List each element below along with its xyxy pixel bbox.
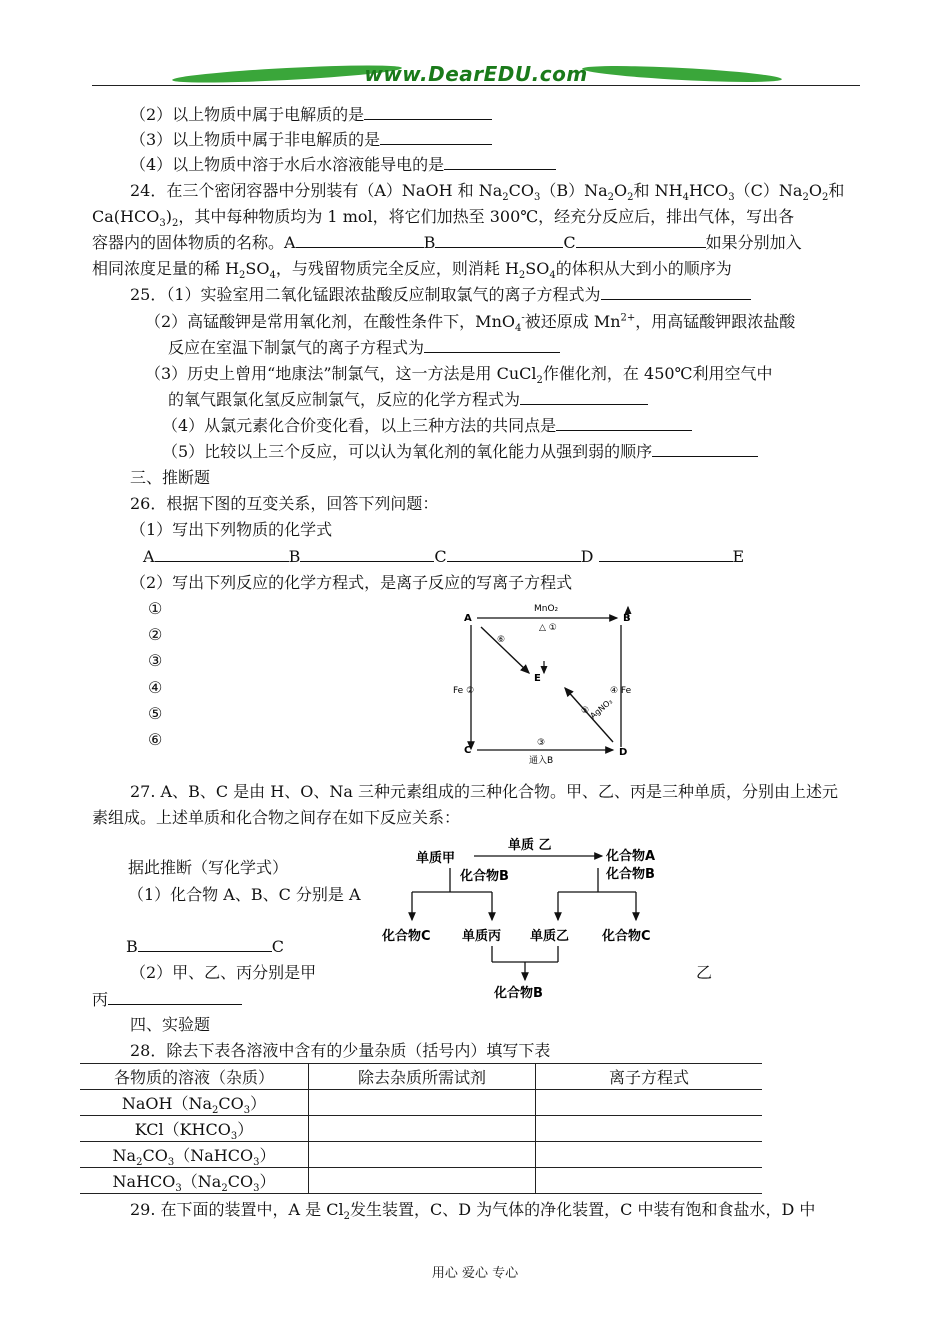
q25-line2: （2）高锰酸钾是常用氧化剂，在酸性条件下，MnO$_4$-被还原成 $Mn^{2+}$，用高锰酸钾跟浓盐酸 <box>145 312 796 335</box>
q25-line6: （4）从氯元素化合价变化看，以上三种方法的共同点是 <box>162 414 692 438</box>
q23-line4: （4）以上物质中溶于水后水溶液能导电的是 <box>130 153 556 177</box>
node-yi-top: 单质 乙 <box>508 838 552 853</box>
node-E: E <box>534 673 541 684</box>
q26-title: 26．根据下图的互变关系，回答下列问题： <box>130 494 439 513</box>
q25-line4: （3）历史上曾用“地康法”制氯气，这一方法是用 CuCl$_2$作催化剂，在 450℃利用空气中 <box>145 364 773 387</box>
node-compound-b-2: 化合物B <box>606 867 655 882</box>
row-naoh: $NaOH(Na_2CO_3)$ <box>80 1090 309 1116</box>
table-header-row <box>80 1064 762 1090</box>
table-row <box>80 1090 762 1116</box>
reagent-cell[interactable] <box>309 1168 536 1194</box>
equation-cell[interactable] <box>536 1142 763 1168</box>
q29-line1: 29. 在下面的装置中，A 是 $Cl_2$发生装置，C、D 为气体的净化装置，C 中装有饱和食盐水，D 中 <box>130 1200 816 1223</box>
label-heat-1: △ ① <box>539 623 557 633</box>
label-tongru-b: 通入B <box>529 756 554 766</box>
equation-cell[interactable] <box>536 1090 763 1116</box>
col-header-equation: 离子方程式 <box>536 1064 763 1090</box>
site-header <box>92 58 860 98</box>
q26-formula-blanks: A B C D E <box>143 547 745 566</box>
node-A: A <box>464 613 472 624</box>
node-compound-b-1: 化合物B <box>460 869 509 884</box>
q27-line3: 据此推断（写化学式） <box>128 858 289 877</box>
q26-part1: （1）写出下列物质的化学式 <box>130 520 333 539</box>
q24-line2: $Ca(HCO_3)_2$，其中每种物质均为 1 mol，将它们加热至 300℃，经充分反应后，排出气体，写出各 <box>92 207 795 230</box>
label-5: ⑤ <box>581 706 590 716</box>
q23-line3: （3）以上物质中属于非电解质的是 <box>130 128 492 152</box>
q27-line5: B C <box>126 937 285 956</box>
label-fe-4: ④ Fe <box>610 686 632 696</box>
node-jia: 单质甲 <box>416 851 456 866</box>
equation-cell[interactable] <box>536 1168 763 1194</box>
label-fe-2: Fe ② <box>453 686 475 696</box>
q26-part2: （2）写出下列反应的化学方程式，是离子反应的写离子方程式 <box>130 573 573 592</box>
label-3: ③ <box>537 738 546 748</box>
q26-num-3: ③ <box>148 651 163 670</box>
node-compound-c-2: 化合物C <box>602 929 651 944</box>
row-kcl: $KCl(KHCO_3)$ <box>80 1116 309 1142</box>
node-compound-a: 化合物A <box>606 849 656 864</box>
q27-line6: （2）甲、乙、丙分别是甲 <box>130 963 317 982</box>
row-nahco3: $NaHCO_3(Na_2CO_3)$ <box>80 1168 309 1194</box>
q27-line7: 丙 <box>92 988 242 1012</box>
q26-num-6: ⑥ <box>148 730 163 749</box>
table-row <box>80 1168 762 1194</box>
q24-line4: 相同浓度足量的稀 $H_2SO_4$，与残留物质完全反应，则消耗 $H_2SO_4$的体积从大到小的顺序为 <box>92 259 732 282</box>
header-rule <box>92 85 860 86</box>
q26-num-5: ⑤ <box>148 704 163 723</box>
node-D: D <box>619 747 628 758</box>
q26-num-1: ① <box>148 599 163 618</box>
q26-num-2: ② <box>148 625 163 644</box>
section-4-title: 四、实验题 <box>130 1015 211 1034</box>
q26-num-4: ④ <box>148 678 163 697</box>
q27-yi-label: 乙 <box>696 963 713 982</box>
q27-line4: （1）化合物 A、B、C 分别是 A <box>128 885 361 904</box>
col-header-solution: 各物质的溶液（杂质） <box>80 1064 309 1090</box>
reagent-cell[interactable] <box>309 1116 536 1142</box>
q26-transformation-diagram <box>445 597 645 767</box>
q27-reaction-diagram <box>370 832 670 1002</box>
node-compound-b-3: 化合物B <box>494 986 543 1001</box>
label-6: ⑥ <box>497 635 506 645</box>
equation-cell[interactable] <box>536 1116 763 1142</box>
q25-line7: （5）比较以上三个反应，可以认为氧化剂的氧化能力从强到弱的顺序 <box>162 440 758 464</box>
node-yi: 单质乙 <box>530 929 570 944</box>
row-na2co3: $Na_2CO_3(NaHCO_3)$ <box>80 1142 309 1168</box>
reagent-cell[interactable] <box>309 1142 536 1168</box>
page-footer: 用心 爱心 专心 <box>431 1266 519 1281</box>
q24-line1: 24．在三个密闭容器中分别装有（A）NaOH 和 $Na_2CO_3(B)Na_2O_2$和 $NH_4HCO_3(C)Na_2O_2$和 <box>130 181 845 204</box>
node-C: C <box>464 745 472 756</box>
node-bing: 单质丙 <box>462 929 502 944</box>
q24-line3: 容器内的固体物质的名称。A B C 如果分别加入 <box>92 233 802 252</box>
q28-title: 28．除去下表各溶液中含有的少量杂质（括号内）填写下表 <box>130 1041 551 1060</box>
q25-line5: 的氧气跟氯化氢反应制氯气，反应的化学方程式为 <box>168 388 648 412</box>
reagent-cell[interactable] <box>309 1090 536 1116</box>
node-compound-c-1: 化合物C <box>382 929 431 944</box>
col-header-reagent: 除去杂质所需试剂 <box>309 1064 536 1090</box>
q27-line2: 素组成。上述单质和化合物之间存在如下反应关系： <box>92 808 461 827</box>
table-row <box>80 1116 762 1142</box>
node-B: B <box>623 613 631 624</box>
impurity-table <box>80 1063 762 1194</box>
table-row <box>80 1142 762 1168</box>
q27-line1: 27. A、B、C 是由 H、O、Na 三种元素组成的三种化合物。甲、乙、丙是三种单质，分别由上述元 <box>130 782 838 801</box>
q25-line3: 反应在室温下制氯气的离子方程式为 <box>168 336 560 360</box>
site-logo: www.DearEDU.com <box>364 62 588 86</box>
q25-line1: 25．（1）实验室用二氧化锰跟浓盐酸反应制取氯气的离子方程式为 <box>130 283 751 307</box>
section-3-title: 三、推断题 <box>130 468 211 487</box>
q23-line2: （2）以上物质中属于电解质的是 <box>130 103 492 127</box>
label-mno2: MnO₂ <box>534 604 559 614</box>
label-agno3: AgNO₃ <box>588 696 615 721</box>
